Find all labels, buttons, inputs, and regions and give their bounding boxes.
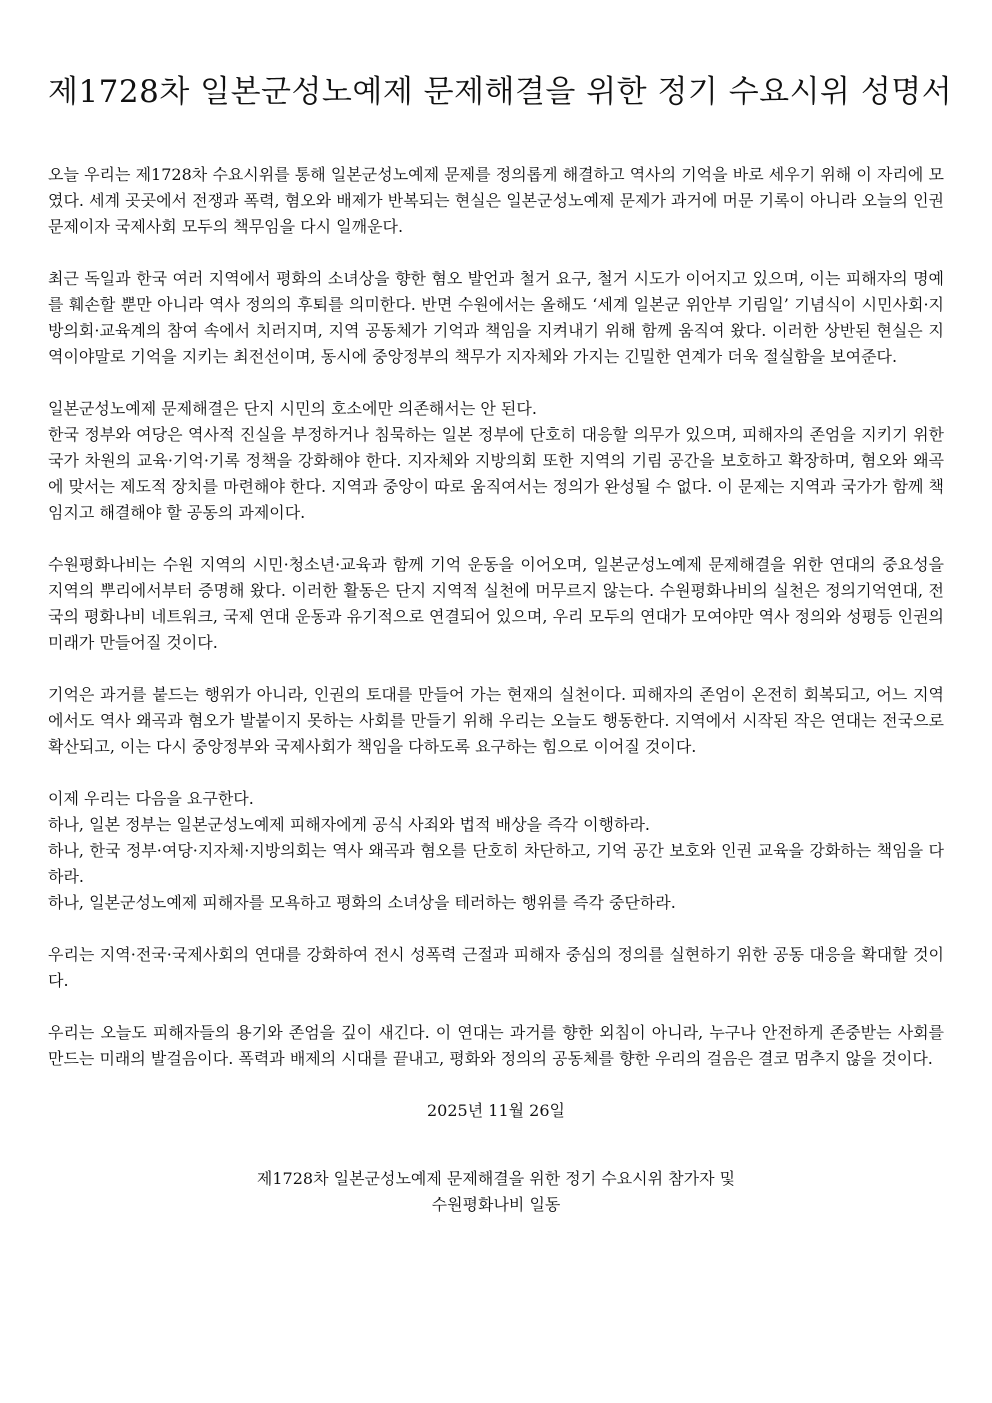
document-title: 제1728차 일본군성노예제 문제해결을 위한 정기 수요시위 성명서 (48, 74, 953, 110)
paragraph-line: 수원평화나비는 수원 지역의 시민·청소년·교육과 함께 기억 운동을 이어오며, 일본군성노예제 문제해결을 위한 연대의 중요성을 지역의 뿌리에서부터 증명해 왔다. 이러한 활동은 단지 지역적 실천에 머무르지 않는다. 수원평화나비의 실천은 정의기억연대, 전국의 평화나비 네트워크, 국제 연대 운동과 유기적으로 연결되어 있으며, 우리 모두의 연대가 모여야만 역사 정의와 성평등 인권의 미래가 만들어질 것이다. (48, 555, 944, 652)
paragraph-line: 하나, 일본군성노예제 피해자를 모욕하고 평화의 소녀상을 테러하는 행위를 즉각 중단하라. (48, 893, 676, 912)
paragraph-1 (48, 162, 944, 240)
statement-date: 2025년 11월 26일 (427, 1101, 565, 1120)
demands-paragraph (48, 786, 944, 916)
paragraph-5 (48, 682, 944, 760)
paragraph-8 (48, 1020, 944, 1072)
paragraph-line: 우리는 오늘도 피해자들의 용기와 존엄을 깊이 새긴다. 이 연대는 과거를 향한 외침이 아니라, 누구나 안전하게 존중받는 사회를 만드는 미래의 발걸음이다. 폭력과 배제의 시대를 끝내고, 평화와 정의의 공동체를 향한 우리의 걸음은 결코 멈추지 않을 것이다. (48, 1023, 944, 1068)
paragraph-2 (48, 266, 944, 370)
paragraph-7 (48, 942, 944, 994)
paragraph-line: 이제 우리는 다음을 요구한다. (48, 789, 254, 808)
paragraph-line: 우리는 지역·전국·국제사회의 연대를 강화하여 전시 성폭력 근절과 피해자 중심의 정의를 실현하기 위한 공동 대응을 확대할 것이다. (48, 945, 944, 990)
paragraph-4 (48, 552, 944, 656)
paragraph-3 (48, 396, 944, 526)
paragraph-line: 오늘 우리는 제1728차 수요시위를 통해 일본군성노예제 문제를 정의롭게 해결하고 역사의 기억을 바로 세우기 위해 이 자리에 모였다. 세계 곳곳에서 전쟁과 폭력, 혐오와 배제가 반복되는 현실은 일본군성노예제 문제가 과거에 머문 기록이 아니라 오늘의 인권 문제이자 국제사회 모두의 책무임을 다시 일깨운다. (48, 165, 944, 236)
paragraph-line: 최근 독일과 한국 여러 지역에서 평화의 소녀상을 향한 혐오 발언과 철거 요구, 철거 시도가 이어지고 있으며, 이는 피해자의 명예를 훼손할 뿐만 아니라 역사 정의의 후퇴를 의미한다. 반면 수원에서는 올해도 ‘세계 일본군 위안부 기림일’ 기념식이 시민사회·지방의회·교육계의 참여 속에서 치러지며, 지역 공동체가 기억과 책임을 지켜내기 위해 함께 움직여 왔다. 이러한 상반된 현실은 지역이야말로 기억을 지키는 최전선이며, 동시에 중앙정부의 책무가 지자체와 가지는 긴밀한 연계가 더욱 절실함을 보여준다. (48, 269, 944, 366)
signatory-block (48, 1166, 944, 1218)
paragraph-line: 하나, 한국 정부·여당·지자체·지방의회는 역사 왜곡과 혐오를 단호히 차단하고, 기억 공간 보호와 인권 교육을 강화하는 책임을 다하라. (48, 841, 944, 886)
signatory-line-2: 수원평화나비 일동 (431, 1195, 561, 1214)
signatory-line-1: 제1728차 일본군성노예제 문제해결을 위한 정기 수요시위 참가자 및 (256, 1169, 736, 1188)
paragraph-line: 기억은 과거를 붙드는 행위가 아니라, 인권의 토대를 만들어 가는 현재의 실천이다. 피해자의 존엄이 온전히 회복되고, 어느 지역에서도 역사 왜곡과 혐오가 발붙이지 못하는 사회를 만들기 위해 우리는 오늘도 행동한다. 지역에서 시작된 작은 연대는 전국으로 확산되고, 이는 다시 중앙정부와 국제사회가 책임을 다하도록 요구하는 힘으로 이어질 것이다. (48, 685, 944, 756)
paragraph-line: 일본군성노예제 문제해결은 단지 시민의 호소에만 의존해서는 안 된다. (48, 399, 537, 418)
paragraph-line: 하나, 일본 정부는 일본군성노예제 피해자에게 공식 사죄와 법적 배상을 즉각 이행하라. (48, 815, 650, 834)
paragraph-line: 한국 정부와 여당은 역사적 진실을 부정하거나 침묵하는 일본 정부에 단호히 대응할 의무가 있으며, 피해자의 존엄을 지키기 위한 국가 차원의 교육·기억·기록 정책을 강화해야 한다. 지자체와 지방의회 또한 지역의 기림 공간을 보호하고 확장하며, 혐오와 왜곡에 맞서는 제도적 장치를 마련해야 한다. 지역과 중앙이 따로 움직여서는 정의가 완성될 수 없다. 이 문제는 지역과 국가가 함께 책임지고 해결해야 할 공동의 과제이다. (48, 425, 944, 522)
statement-body (48, 162, 944, 1072)
